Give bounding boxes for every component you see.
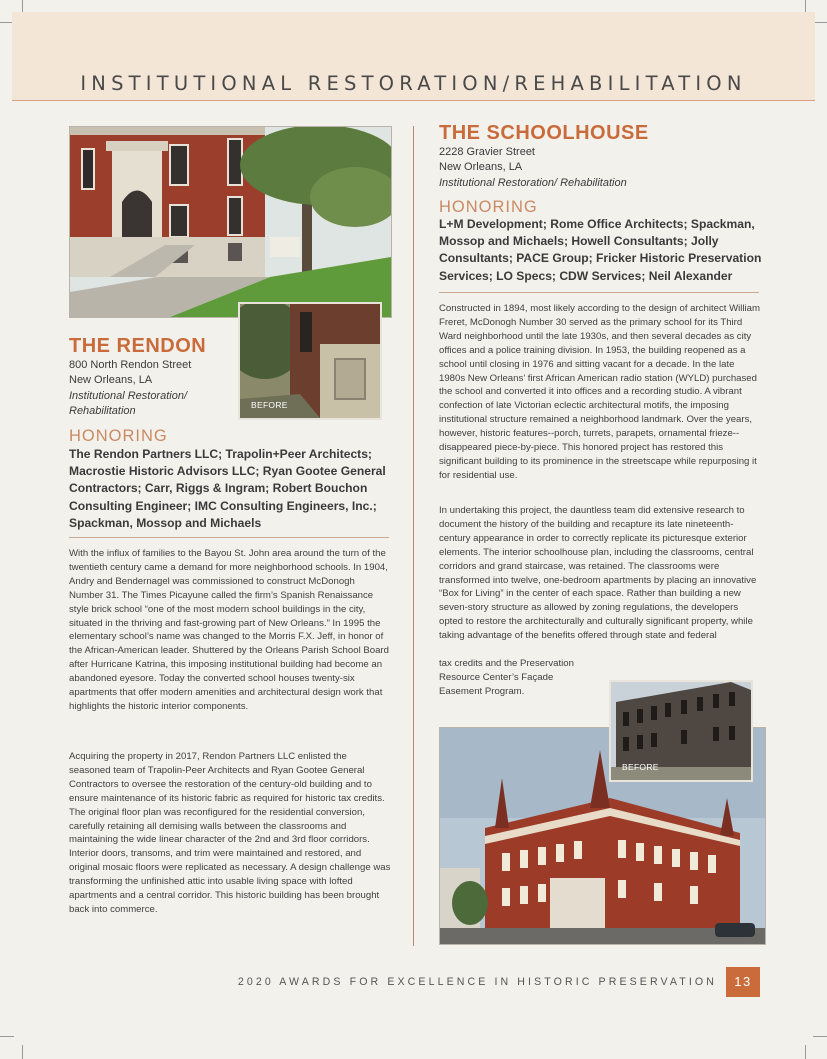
category-line: Institutional Restoration/ — [69, 389, 188, 402]
address-line: New Orleans, LA — [69, 374, 153, 387]
rendon-rule — [69, 537, 389, 538]
schoolhouse-paragraph-2-tail — [439, 657, 609, 699]
category-line: Rehabilitation — [69, 405, 136, 418]
schoolhouse-address — [439, 145, 627, 191]
section-title: INSTITUTIONAL RESTORATION/REHABILITATION — [80, 72, 747, 95]
crop-mark — [813, 1036, 827, 1037]
address-line: New Orleans, LA — [439, 161, 523, 174]
schoolhouse-honoring-label: HONORING — [439, 198, 538, 216]
paragraph-line: Resource Center’s Façade — [439, 671, 554, 683]
paragraph-line: tax credits and the Preservation — [439, 658, 574, 669]
crop-mark — [22, 1045, 23, 1059]
rendon-paragraph-2: Acquiring the property in 2017, Rendon Partners LLC enlisted the seasoned team of Trapolin-Peer Architects and Ryan Gootee General Contractors to oversee the restoration of the century-old building and to ensure maintenance of its historic fabric as required for historic tax credits. The original floor plan was reconfigured for the residential conversion, carefully retaining all demising walls between the classrooms and maintaining the wide linear character of the 2nd and 3rd floor corridors. Interior doors, transoms, and trim were maintained and restored, and original mosaic floors were replicated as necessary. A design challenge was transforming the unfinished attic into usable living space with lofted apartments and a central corridor. This historic building has been brought back into commerce. — [69, 751, 391, 915]
crop-mark — [813, 22, 827, 23]
schoolhouse-paragraph-1: Constructed in 1894, most likely according to the design of architect William Freret, McDonogh Number 30 served as the primary school for its Third Ward neighborhood until the late 1930s, and then several decades as city offices and a police training division. In 1953, the building reopened as a school until closing in 1976 and sitting vacant for a decade. In the late 1980s New Orleans’ first African American radio station (WYLD) purchased the school and converted it into offices and a recording studio. A vibrant confection of late Victorian eclectic architectural motifs, the imposing institutional structure remained a neighborhood landmark. Over the years, however, historic features--porch, turrets, parapets, ornamental frieze--disappeared piece-by-piece. This honored project has restored this significant building to its prominence in the streetscape while repurposing it for residential use. — [439, 303, 761, 481]
page-number: 13 — [726, 967, 760, 997]
address-line: 2228 Gravier Street — [439, 146, 535, 158]
rendon-title: THE RENDON — [69, 335, 207, 357]
rendon-paragraph-1: With the influx of families to the Bayou St. John area around the turn of the twentieth century came a demand for more neighborhood schools. In 1904, Andry and Bendernagel was commissioned to construct McDonogh Number 31. The Times Picayune called the firm’s Spanish Renaissance style brick school “one of the most modern school buildings in the city, situated in the thriving and fast-growing part of New Orleans.” In 1995 the elementary school’s name was changed to the Morris F.X. Jeff, in honor of the African-American leader. Shuttered by the Orleans Parish School Board after Hurricane Katrina, this imposing institutional building had become an abandoned eyesore. Today the converted school houses twenty-six apartments that offer modern amenities and architectural design work that highlights the historic interior components. — [69, 548, 389, 712]
rendon-honorees: The Rendon Partners LLC; Trapolin+Peer Architects; Macrostie Historic Advisors LLC; Ryan Gootee General Contractors; Carr, Riggs & Ingram; Robert Bouchon Consulting Engineer; IMC Consulting Engineers, Inc.; Spackman, Mossop and Michaels — [69, 447, 386, 530]
schoolhouse-title: THE SCHOOLHOUSE — [439, 122, 649, 144]
rendon-before-photo — [238, 302, 382, 420]
crop-mark — [805, 1045, 806, 1059]
footer-awards-line: 2020 AWARDS FOR EXCELLENCE IN HISTORIC PRESERVATION — [237, 976, 717, 988]
category-line: Institutional Restoration/ Rehabilitation — [439, 176, 627, 189]
before-label: BEFORE — [251, 400, 288, 410]
address-line: 800 North Rendon Street — [69, 359, 192, 371]
rendon-address — [69, 358, 191, 420]
schoolhouse-paragraph-2: In undertaking this project, the dauntless team did extensive research to document the history of the building and recapture its late nineteenth-century appearance in order to correctly replicate its picturesque exterior elements. The interior schoolhouse plan, including the classrooms, central corridors and grand staircase, was retained. The classrooms were transformed into twelve, one-bedroom apartments by placing an innovative “Box for Living” in the center of each space. Rather than building a new seven-story structure as allowed by zoning regulations, the developers opted to restore the architecturally and culturally significant property, while taking advantage of the benefits offered through state and federal — [439, 505, 757, 642]
schoolhouse-before-photo — [609, 680, 753, 782]
rendon-honoring-label: HONORING — [69, 427, 168, 445]
paragraph-line: Easement Program. — [439, 685, 525, 697]
before-label: BEFORE — [622, 762, 659, 772]
crop-mark — [0, 1036, 14, 1037]
rendon-after-photo — [69, 126, 392, 318]
schoolhouse-honorees: L+M Development; Rome Office Architects; Spackman, Mossop and Michaels; Howell Consultants; Jolly Consultants; PACE Group; Fricker Historic Preservation Services; LO Specs; CDW Services; Neil Alexander — [439, 217, 762, 283]
column-divider — [413, 126, 414, 946]
schoolhouse-rule — [439, 292, 759, 293]
